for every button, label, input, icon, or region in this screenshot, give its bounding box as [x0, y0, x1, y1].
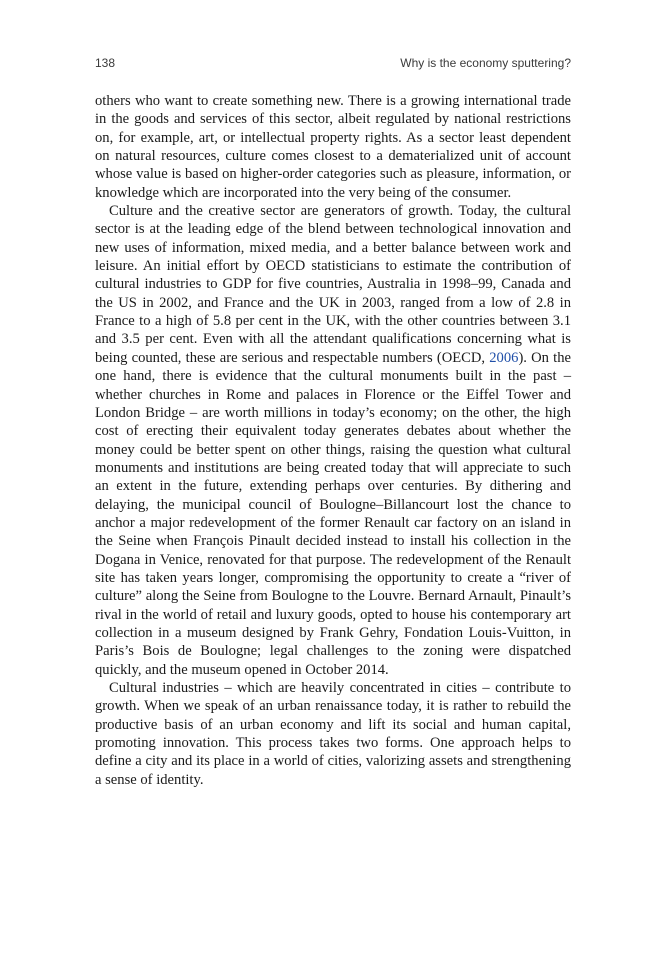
paragraph-text-after-citation: ). On the one hand, there is evidence that the cultural monuments built in the past – whether churches in Rome and palaces in Florence or the Eiffel Tower and London Bridge – are worth millions in today’s economy; on the other, the high cost of erecting their equivalent today generates debates about whether the money could be better spent on other things, raising the question what cultural monuments and institutions are being created today that will appreciate to such an extent in the future, extending perhaps over centuries. By dithering and delaying, the municipal council of Boulogne–Billancourt lost the chance to anchor a major redevelopment of the former Renault car factory on an island in the Seine when François Pinault decided instead to install his collection in the Dogana in Venice, renovated for that purpose. The redevelopment of the Renault site has taken years longer, compromising the opportunity to create a “river of culture” along the Seine from Boulogne to the Louvre. Bernard Arnault, Pinault’s rival in the world of retail and luxury goods, opted to house his contemporary art collection in a museum designed by Frank Gehry, Fondation Louis-Vuitton, in Paris’s Bois de Boulogne; legal challenges to the zoning were dispatched quickly, and the museum opened in October 2014.	[95, 349, 571, 678]
running-head	[95, 56, 571, 74]
page-number: 138	[95, 56, 116, 70]
paragraph-cultural-industries: Cultural industries – which are heavily concentrated in cities – contribute to growth. When we speak of an urban renaissance today, it is rather to rebuild the productive basis of an urban economy and lift its social and human capital, promoting innovation. This process takes two forms. One approach helps to define a city and its place in a world of cities, valorizing assets and strengthening a sense of identity.	[95, 680, 571, 788]
paragraph-text-before-citation: Culture and the creative sector are generators of growth. Today, the cultural sector is at the leading edge of the blend between technological innovation and new uses of information, mixed media, and a better balance between work and leisure. An initial effort by OECD statisticians to estimate the contribution of cultural industries to GDP for five countries, Australia in 1998–99, Canada and the US in 2002, and France and the UK in 2003, ranged from a low of 2.8 in France to a high of 5.8 per cent in the UK, with the other countries between 3.1 and 3.5 per cent. Even with all the attendant qualifications concerning what is being counted, these are serious and respectable numbers (OECD,	[95, 203, 571, 366]
paragraph-culture-growth	[95, 202, 571, 679]
body-text	[95, 92, 571, 789]
running-head-title: Why is the economy sputtering?	[400, 56, 571, 70]
paragraph-continuation: others who want to create something new. There is a growing international trade in the goods and services of this sector, albeit regulated by national restrictions on, for example, art, or intellectual property rights. As a sector least dependent on natural resources, culture comes closest to a dematerialized unit of account whose value is based on higher-order categories such as pleasure, information, or knowledge which are incorporated into the very being of the consumer.	[95, 93, 571, 201]
citation-link-oecd-2006[interactable]: 2006	[489, 349, 519, 366]
